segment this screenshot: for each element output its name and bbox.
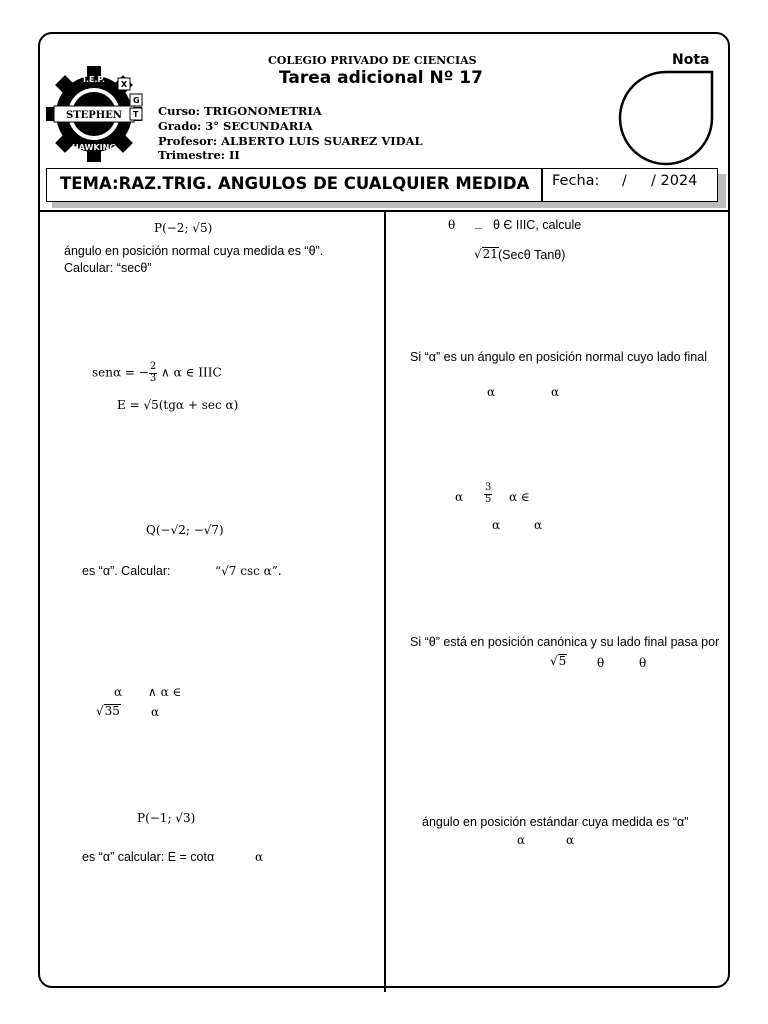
p4-condition: ∧ α ∈ — [148, 685, 182, 699]
r1-theta: θ — [448, 218, 456, 232]
r5-alpha-1: α — [517, 833, 526, 847]
fecha-label: Fecha: — [552, 173, 600, 189]
svg-text:T: T — [133, 110, 139, 119]
svg-text:STEPHEN: STEPHEN — [65, 110, 123, 121]
grade-circle — [618, 70, 714, 166]
r3-alpha-2: α — [492, 518, 501, 532]
r1-condition: θ Є IIIC, calcule — [493, 218, 582, 232]
p1-text-1: ángulo en posición normal cuya medida es “θ”. — [64, 244, 324, 258]
r1-dash: _ — [475, 216, 482, 230]
p2-expression: E = √5(tgα + sec α) — [117, 398, 239, 412]
r5-text: ángulo en posición estándar cuya medida es “α” — [422, 815, 689, 829]
r2-alpha-1: α — [487, 385, 496, 399]
r3-condition: α ∈ — [509, 490, 530, 504]
p4-alpha-2: α — [151, 705, 160, 719]
svg-text:G: G — [133, 96, 140, 105]
fecha-year: / 2024 — [651, 173, 698, 189]
term-label: Trimestre: II — [158, 148, 240, 162]
p4-alpha: α — [114, 685, 123, 699]
p3-point: Q(−√2; −√7) — [146, 523, 224, 537]
nota-label: Nota — [672, 52, 710, 68]
p1-text-2: Calcular: “secθ” — [64, 261, 152, 275]
r2-text: Si “α” es un ángulo en posición normal cuyo lado final — [410, 350, 707, 364]
school-name: COLEGIO PRIVADO DE CIENCIAS — [268, 54, 477, 67]
p5-point: P(−1; √3) — [137, 811, 196, 825]
r4-sqrt: √5 — [550, 654, 567, 668]
p5-alpha: α — [255, 850, 264, 864]
fecha-slash: / — [622, 173, 627, 189]
p1-point: P(−2; √5) — [154, 221, 213, 235]
tema-title: TEMA:RAZ.TRIG. ANGULOS DE CUALQUIER MEDIDA — [60, 174, 530, 193]
column-divider — [384, 210, 386, 992]
r1-expression: (Secθ Tanθ) — [498, 248, 566, 262]
svg-text:X: X — [121, 80, 128, 89]
r2-alpha-2: α — [551, 385, 560, 399]
svg-text:I.E.P.: I.E.P. — [83, 75, 105, 84]
r3-fraction: $\frac{3}{5}$ — [485, 482, 492, 505]
homework-title: Tarea adicional Nº 17 — [279, 68, 483, 88]
p3-expression: “√7 csc α”. — [215, 564, 282, 578]
p2-given: senα = − $\frac{2}{3}$ ∧ α ∈ IIIC — [92, 361, 222, 384]
r4-theta-1: θ — [597, 656, 605, 670]
p3-text: es “α”. Calcular: — [82, 564, 171, 578]
r3-alpha: α — [455, 490, 464, 504]
r3-alpha-3: α — [534, 518, 543, 532]
grade-label: Grado: 3° SECUNDARIA — [158, 119, 313, 133]
r5-alpha-2: α — [566, 833, 575, 847]
r4-text: Si “θ” está en posición canónica y su lado final pasa por — [410, 635, 720, 649]
r4-theta-2: θ — [639, 656, 647, 670]
p4-sqrt: √35 — [96, 704, 120, 718]
p5-text: es “α” calcular: E = cotα — [82, 850, 215, 864]
teacher-label: Profesor: ALBERTO LUIS SUAREZ VIDAL — [158, 134, 423, 148]
r1-sqrt: √21 — [474, 247, 498, 261]
svg-text:HAWKING: HAWKING — [72, 143, 116, 152]
school-logo — [46, 64, 158, 164]
course-label: Curso: TRIGONOMETRIA — [158, 104, 322, 118]
